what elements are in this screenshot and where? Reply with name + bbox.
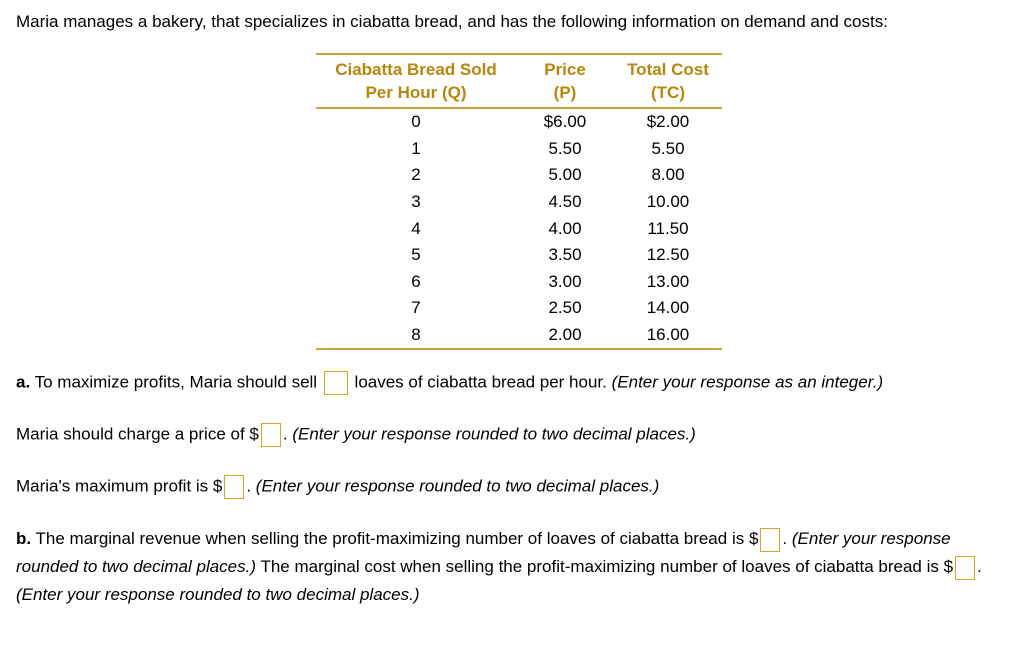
cell-q: 0 [411, 112, 421, 132]
q-a3-pre: Maria's maximum profit is $ [16, 476, 223, 496]
cell-q: 2 [411, 165, 421, 185]
cell-tc: 16.00 [646, 325, 690, 345]
intro-text: Maria manages a bakery, that specializes in ciabatta bread, and has the following information on demand and costs: [16, 12, 888, 31]
part-b-label: b. [16, 529, 32, 548]
cell-p: 3.00 [548, 271, 582, 291]
header-total-cost-line2: (TC) [651, 83, 685, 102]
question-a2 [16, 423, 696, 447]
header-quantity [316, 54, 516, 108]
answer-profit-input[interactable] [224, 475, 244, 499]
table-row [316, 189, 722, 216]
cell-tc: $2.00 [646, 112, 690, 132]
cell-tc: 11.50 [647, 218, 689, 238]
cell-q: 4 [411, 218, 421, 238]
header-quantity-line2: Per Hour (Q) [365, 83, 467, 102]
answer-marginal-cost-input[interactable] [955, 556, 975, 580]
cell-tc: 5.50 [651, 138, 685, 158]
cell-p: 2.50 [548, 298, 582, 318]
cell-q: 7 [411, 298, 421, 318]
cell-p: 4.50 [548, 192, 582, 212]
q-a2-post: . [282, 424, 293, 444]
cell-p: 3.50 [548, 245, 582, 265]
q-b1-post: . [782, 529, 792, 548]
header-quantity-line1: Ciabatta Bread Sold [335, 60, 497, 79]
cell-q: 8 [411, 325, 421, 345]
table-row [316, 108, 722, 136]
demand-cost-table [316, 53, 722, 350]
cell-tc: 12.50 [646, 245, 690, 265]
q-a3-post: . [246, 476, 256, 496]
header-total-cost-line1: Total Cost [627, 60, 709, 79]
q-a2-pre: Maria should charge a price of $ [16, 424, 259, 444]
q-b2-post: . [977, 557, 982, 576]
table-row [316, 269, 722, 296]
cell-tc: 10.00 [646, 192, 690, 212]
part-a-label: a. [16, 372, 31, 392]
q-a2-hint: (Enter your response rounded to two decimal places.) [292, 424, 696, 444]
cell-p: 4.00 [548, 218, 582, 238]
cell-tc: 8.00 [651, 165, 685, 185]
header-price [516, 54, 614, 108]
question-a3 [16, 475, 659, 499]
cell-p: 2.00 [548, 325, 582, 345]
cell-p: 5.00 [548, 165, 582, 185]
q-a1-pre: To maximize profits, Maria should sell [30, 372, 322, 392]
q-b2-pre: The marginal cost when selling the profit-maximizing number of loaves of ciabatta bread is $ [256, 557, 954, 576]
answer-marginal-revenue-input[interactable] [760, 528, 780, 552]
q-b1-hint: (Enter your response rounded to two decimal places.) [16, 529, 951, 576]
cell-p: $6.00 [543, 112, 587, 132]
answer-quantity-input[interactable] [324, 371, 348, 395]
q-a1-hint: (Enter your response as an integer.) [611, 372, 884, 392]
header-price-line1: Price [544, 60, 586, 79]
q-a1-post: loaves of ciabatta bread per hour. [349, 372, 612, 392]
question-b [16, 525, 1011, 609]
answer-price-input[interactable] [261, 423, 281, 447]
cell-q: 1 [411, 138, 421, 158]
cell-q: 3 [411, 192, 421, 212]
table-row [316, 242, 722, 269]
cell-tc: 13.00 [646, 271, 690, 291]
table-row [316, 215, 722, 242]
header-price-line2: (P) [553, 83, 577, 102]
q-a3-hint: (Enter your response rounded to two decimal places.) [255, 476, 660, 496]
table-row [316, 162, 722, 189]
cell-p: 5.50 [548, 138, 582, 158]
table-header-row [316, 54, 722, 108]
table-row [316, 136, 722, 163]
table-row [316, 322, 722, 350]
cell-q: 6 [411, 271, 421, 291]
header-total-cost [614, 54, 722, 108]
question-a1 [16, 371, 883, 395]
cell-tc: 14.00 [646, 298, 690, 318]
q-b2-hint: (Enter your response rounded to two decimal places.) [16, 585, 420, 604]
q-b1-pre: The marginal revenue when selling the profit-maximizing number of loaves of ciabatta bread is $ [31, 529, 759, 548]
cell-q: 5 [411, 245, 421, 265]
table-row [316, 295, 722, 322]
